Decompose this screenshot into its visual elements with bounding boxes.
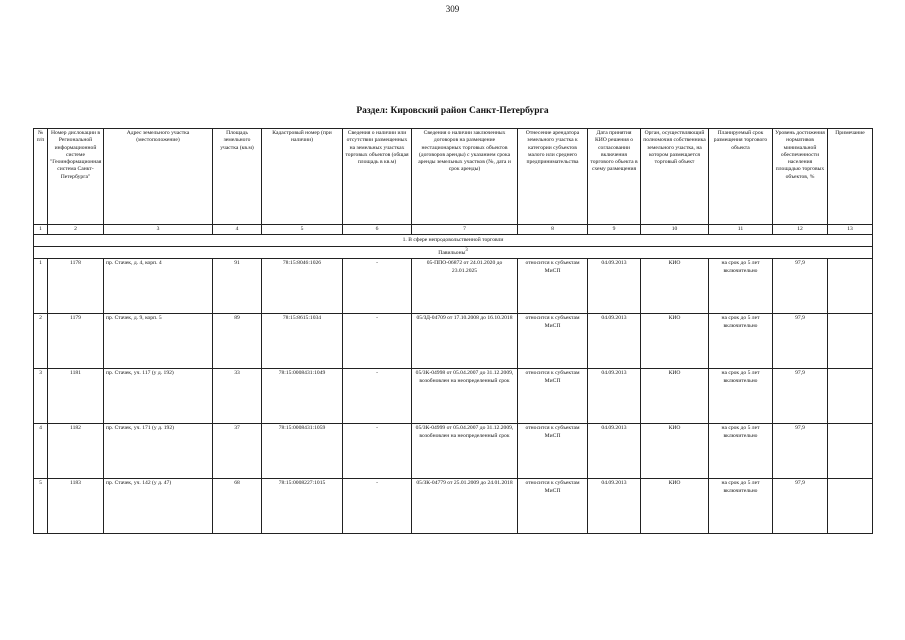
cell-note xyxy=(828,314,873,369)
cell-area: 91 xyxy=(213,259,262,314)
header-cell: Отнесение арендатора земельного участка к категории субъектов малого или среднего предпринимательства xyxy=(518,129,588,225)
cell-contract: 05/ЗК-04779 от 25.01.2009 до 24.01.2018 xyxy=(412,479,518,534)
column-number: 2 xyxy=(48,225,104,235)
column-number: 11 xyxy=(709,225,773,235)
header-row xyxy=(34,129,873,225)
column-number: 6 xyxy=(343,225,412,235)
cell-level: 97,9 xyxy=(773,479,828,534)
cell-note xyxy=(828,479,873,534)
subsection-row xyxy=(34,247,873,259)
section-label: 1. В сфере непродовольственной торговли xyxy=(34,235,873,247)
cell-address: пр. Стачек, д. 9, корп. 5 xyxy=(104,314,213,369)
cell-address: пр. Стачек, д. 4, корп. 4 xyxy=(104,259,213,314)
cell-contract: 05/ЗК-04999 от 05.04.2007 до 31.12.2009, возобновлен на неопределенный срок xyxy=(412,424,518,479)
cell-number: 4 xyxy=(34,424,48,479)
cell-contract: 05/ЗК-04998 от 05.04.2007 до 31.12.2009, возобновлен на неопределенный срок xyxy=(412,369,518,424)
header-cell: Кадастровый номер (при наличии) xyxy=(262,129,343,225)
table-row xyxy=(34,259,873,314)
cell-note xyxy=(828,424,873,479)
cell-smb: относится к субъектам МиСП xyxy=(518,369,588,424)
column-number: 3 xyxy=(104,225,213,235)
cell-objects: - xyxy=(343,259,412,314)
cell-cadastral: 78:15:8046:1026 xyxy=(262,259,343,314)
cell-address: пр. Стачек, уч. 171 (у д. 192) xyxy=(104,424,213,479)
column-number: 1 xyxy=(34,225,48,235)
cell-level: 97,9 xyxy=(773,314,828,369)
column-number: 8 xyxy=(518,225,588,235)
header-cell: № п/п xyxy=(34,129,48,225)
cell-term: на срок до 5 лет включительно xyxy=(709,424,773,479)
cell-date: 04.09.2013 xyxy=(588,424,641,479)
cell-dislocation: 1178 xyxy=(48,259,104,314)
cell-cadastral: 78:15:0008431:1059 xyxy=(262,424,343,479)
header-cell: Дата принятия КИО решения о согласовании включения торгового объекта в схему размещения xyxy=(588,129,641,225)
cell-note xyxy=(828,369,873,424)
cell-term: на срок до 5 лет включительно xyxy=(709,314,773,369)
cell-date: 04.09.2013 xyxy=(588,314,641,369)
cell-organ: КИО xyxy=(641,424,709,479)
cell-number: 1 xyxy=(34,259,48,314)
column-number: 13 xyxy=(828,225,873,235)
cell-area: 89 xyxy=(213,314,262,369)
cell-organ: КИО xyxy=(641,259,709,314)
header-cell: Сведения о наличии заключенных договоров на размещение нестационарных торговых объектов (договоров аренды) с указанием срока аренды земельных участков (№, дата и срок аренды) xyxy=(412,129,518,225)
cell-area: 33 xyxy=(213,369,262,424)
column-number: 4 xyxy=(213,225,262,235)
header-cell: Номер дислокации в Региональной информационной системе "Геоинформационная система Санкт-Петербурга" xyxy=(48,129,104,225)
cell-smb: относится к субъектам МиСП xyxy=(518,314,588,369)
cell-date: 04.09.2013 xyxy=(588,479,641,534)
cell-term: на срок до 5 лет включительно xyxy=(709,369,773,424)
header-cell: Площадь земельного участка (кв.м) xyxy=(213,129,262,225)
header-cell: Сведения о наличии или отсутствии размещенных на земельных участках торговых объектов (общая площадь в кв.м) xyxy=(343,129,412,225)
cell-level: 97,9 xyxy=(773,259,828,314)
header-cell: Примечание xyxy=(828,129,873,225)
cell-date: 04.09.2013 xyxy=(588,259,641,314)
cell-level: 97,9 xyxy=(773,424,828,479)
cell-smb: относится к субъектам МиСП xyxy=(518,424,588,479)
cell-number: 3 xyxy=(34,369,48,424)
cell-organ: КИО xyxy=(641,314,709,369)
cell-organ: КИО xyxy=(641,369,709,424)
cell-contract: 05-ППО-06872 от 24.01.2020 до 23.01.2025 xyxy=(412,259,518,314)
column-number: 5 xyxy=(262,225,343,235)
section-title: Раздел: Кировский район Санкт-Петербурга xyxy=(356,106,549,116)
table-row xyxy=(34,369,873,424)
cell-cadastral: 78:15:0008227:1015 xyxy=(262,479,343,534)
header-cell: Орган, осуществляющий полномочия собственника земельного участка, на котором размещается торговый объект xyxy=(641,129,709,225)
section-row xyxy=(34,235,873,247)
page-number: 309 xyxy=(445,4,460,14)
cell-number: 2 xyxy=(34,314,48,369)
column-number: 9 xyxy=(588,225,641,235)
cell-dislocation: 1183 xyxy=(48,479,104,534)
column-number: 10 xyxy=(641,225,709,235)
column-number-row xyxy=(34,225,873,235)
cell-address: пр. Стачек, уч. 142 (у д. 47) xyxy=(104,479,213,534)
cell-dislocation: 1182 xyxy=(48,424,104,479)
table-row xyxy=(34,479,873,534)
cell-term: на срок до 5 лет включительно xyxy=(709,259,773,314)
column-number: 7 xyxy=(412,225,518,235)
cell-organ: КИО xyxy=(641,479,709,534)
subsection-label: Павильоны xyxy=(438,250,466,257)
header-cell: Планируемый срок размещения торгового объекта xyxy=(709,129,773,225)
cell-number: 5 xyxy=(34,479,48,534)
cell-smb: относится к субъектам МиСП xyxy=(518,479,588,534)
cell-smb: относится к субъектам МиСП xyxy=(518,259,588,314)
cell-area: 68 xyxy=(213,479,262,534)
cell-dislocation: 1179 xyxy=(48,314,104,369)
header-cell: Адрес земельного участка (местоположение) xyxy=(104,129,213,225)
cell-date: 04.09.2013 xyxy=(588,369,641,424)
cell-objects: - xyxy=(343,314,412,369)
footnote-mark: 3 xyxy=(465,248,468,254)
subsection-cell xyxy=(34,247,873,259)
cell-address: пр. Стачек, уч. 117 (у д. 192) xyxy=(104,369,213,424)
cell-level: 97,9 xyxy=(773,369,828,424)
cell-area: 37 xyxy=(213,424,262,479)
data-table xyxy=(33,128,873,534)
cell-objects: - xyxy=(343,424,412,479)
cell-contract: 05/ЗД-04709 от 17.10.2008 до 16.10.2018 xyxy=(412,314,518,369)
cell-cadastral: 78:15:0008431:1049 xyxy=(262,369,343,424)
cell-cadastral: 78:15:8615:1034 xyxy=(262,314,343,369)
cell-dislocation: 1181 xyxy=(48,369,104,424)
cell-term: на срок до 5 лет включительно xyxy=(709,479,773,534)
table-row xyxy=(34,314,873,369)
cell-objects: - xyxy=(343,479,412,534)
table-row xyxy=(34,424,873,479)
column-number: 12 xyxy=(773,225,828,235)
cell-objects: - xyxy=(343,369,412,424)
header-cell: Уровень достижения нормативов минимальной обеспеченности населения площадью торговых объектов, % xyxy=(773,129,828,225)
cell-note xyxy=(828,259,873,314)
